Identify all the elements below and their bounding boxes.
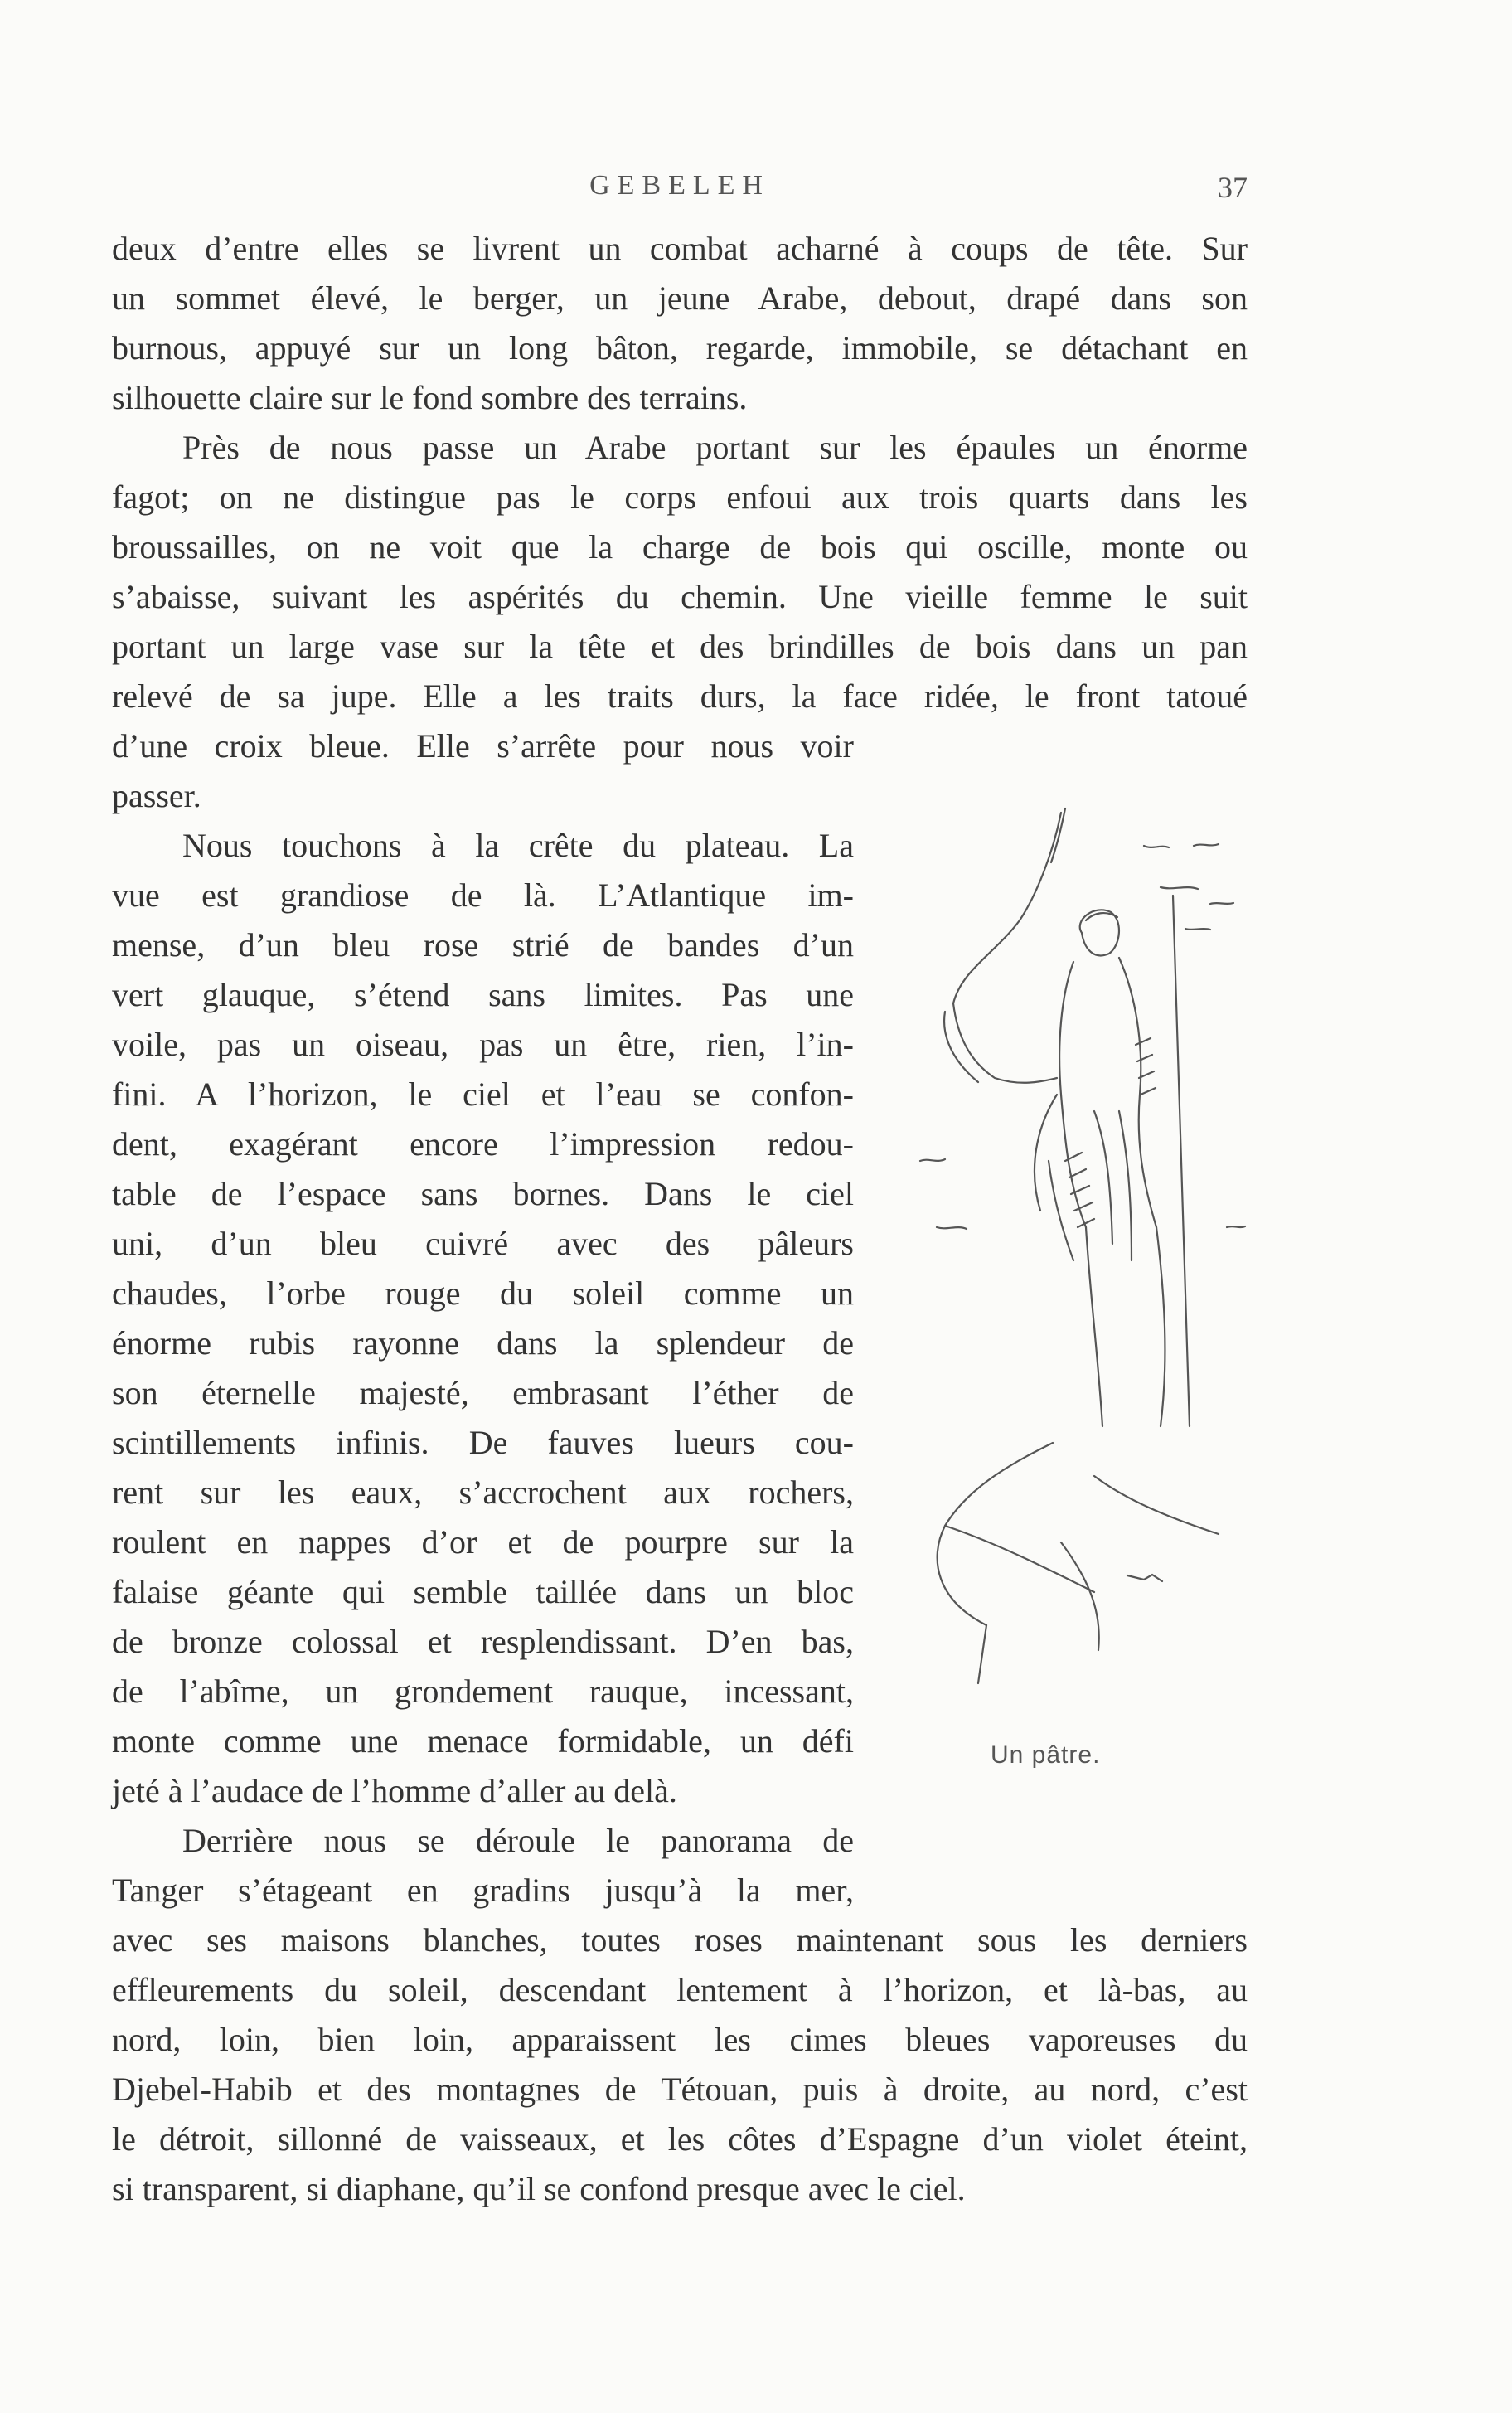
text-line: s’abaisse, suivant les aspérités du chemin. Une vieille femme le suit: [112, 578, 1248, 615]
text-line: nord, loin, bien loin, apparaissent les cimes bleues vaporeuses du: [112, 2021, 1248, 2058]
text-line: jeté à l’audace de l’homme d’aller au delà.: [112, 1772, 677, 1809]
text-line: relevé de sa jupe. Elle a les traits durs, la face ridée, le front tatoué: [112, 677, 1248, 715]
shepherd-illustration: [895, 796, 1260, 1692]
text-line: son éternelle majesté, embrasant l’éther de: [112, 1374, 854, 1411]
text-line: burnous, appuyé sur un long bâton, regarde, immobile, se détachant en: [112, 329, 1248, 367]
text-line: avec ses maisons blanches, toutes roses maintenant sous les derniers: [112, 1921, 1248, 1959]
text-line: uni, d’un bleu cuivré avec des pâleurs: [112, 1225, 854, 1262]
text-line: passer.: [112, 777, 201, 814]
shepherd-drawing-icon: [895, 796, 1260, 1692]
text-line: chaudes, l’orbe rouge du soleil comme un: [112, 1274, 854, 1312]
text-line: dent, exagérant encore l’impression redou-: [112, 1125, 854, 1163]
running-head: [112, 170, 1248, 211]
text-line: énorme rubis rayonne dans la splendeur de: [112, 1324, 854, 1362]
text-line: d’une croix bleue. Elle s’arrête pour nous voir: [112, 727, 854, 765]
text-line: scintillements infinis. De fauves lueurs cou-: [112, 1424, 854, 1461]
text-line: voile, pas un oiseau, pas un être, rien, l’in-: [112, 1026, 854, 1063]
figure-caption: Un pâtre.: [991, 1741, 1101, 1769]
text-line: mense, d’un bleu rose strié de bandes d’un: [112, 926, 854, 964]
text-line: un sommet élevé, le berger, un jeune Arabe, debout, drapé dans son: [112, 279, 1248, 317]
text-line: deux d’entre elles se livrent un combat acharné à coups de tête. Sur: [112, 230, 1248, 267]
text-line: fagot; on ne distingue pas le corps enfoui aux trois quarts dans les: [112, 478, 1248, 516]
text-line: Près de nous passe un Arabe portant sur les épaules un énorme: [182, 429, 1248, 466]
text-line: vert glauque, s’étend sans limites. Pas une: [112, 976, 854, 1013]
text-line: rent sur les eaux, s’accrochent aux rochers,: [112, 1474, 854, 1511]
text-line: falaise géante qui semble taillée dans un bloc: [112, 1573, 854, 1610]
text-line: de bronze colossal et resplendissant. D’en bas,: [112, 1623, 854, 1660]
text-line: vue est grandiose de là. L’Atlantique im-: [112, 876, 854, 914]
text-line: table de l’espace sans bornes. Dans le ciel: [112, 1175, 854, 1212]
page-number: 37: [1218, 171, 1248, 204]
text-line: fini. A l’horizon, le ciel et l’eau se confon-: [112, 1075, 854, 1113]
text-line: silhouette claire sur le fond sombre des terrains.: [112, 379, 748, 416]
running-title: GEBELEH: [589, 170, 770, 201]
text-line: de l’abîme, un grondement rauque, incessant,: [112, 1673, 854, 1710]
text-line: monte comme une menace formidable, un défi: [112, 1722, 854, 1760]
text-line: Djebel-Habib et des montagnes de Tétouan, puis à droite, au nord, c’est: [112, 2071, 1248, 2108]
text-line: effleurements du soleil, descendant lentement à l’horizon, et là-bas, au: [112, 1971, 1248, 2008]
text-line: roulent en nappes d’or et de pourpre sur la: [112, 1523, 854, 1561]
text-line: si transparent, si diaphane, qu’il se confond presque avec le ciel.: [112, 2170, 966, 2207]
text-line: le détroit, sillonné de vaisseaux, et les côtes d’Espagne d’un violet éteint,: [112, 2120, 1248, 2158]
text-line: Tanger s’étageant en gradins jusqu’à la mer,: [112, 1872, 854, 1909]
text-line: Nous touchons à la crête du plateau. La: [182, 827, 854, 864]
text-line: Derrière nous se déroule le panorama de: [182, 1822, 854, 1859]
text-line: broussailles, on ne voit que la charge de bois qui oscille, monte ou: [112, 528, 1248, 566]
text-line: portant un large vase sur la tête et des brindilles de bois dans un pan: [112, 628, 1248, 665]
